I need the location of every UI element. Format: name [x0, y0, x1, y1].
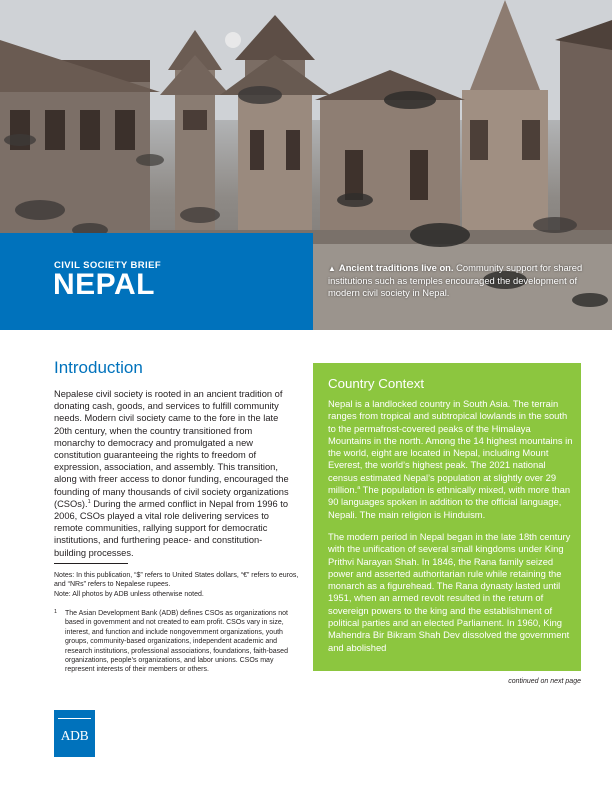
country-title: NEPAL: [53, 268, 155, 301]
country-p1-part2: The population is ethnically mixed, with more than 90 languages spoken in addition to the official language, Nepali. The main religion is Hinduism.: [328, 484, 571, 520]
caption-lead: Ancient traditions live on.: [338, 262, 454, 273]
logo-rule: [58, 718, 91, 719]
triangle-up-icon: ▲: [328, 264, 336, 273]
caption-text: Community support for shared institutions such as temples encouraged the development of modern civil society in Nepal.: [328, 262, 583, 299]
intro-body: [54, 388, 294, 559]
country-context-paragraph-1: [328, 398, 573, 521]
notes: [54, 571, 299, 599]
country-context-paragraph-2: The modern period in Nepal began in the late 18th century with the unification of several small kingdoms under King Prithvi Narayan Shah. In 1846, the Rana family seized power and asserted authoritarian rule while retaining the monarch as a figurehead. The Rana dynasty lasted until 1951, when an armed revolt resulted in the return of sovereign powers to the king and the establishment of political parties and an elected Parliament. In 1960, King Mahendra Bir Bikram Shah Dev dissolved the government and abolished: [328, 530, 571, 653]
notes-divider: [54, 563, 128, 564]
country-context-body: [328, 398, 573, 664]
logo-text: ADB: [60, 728, 89, 743]
endnote-ref[interactable]: a: [357, 484, 361, 491]
footnote-text: The Asian Development Bank (ADB) defines CSOs as organizations not based in government and not created to earn profit. CSOs vary in size, interest, and function and include nongovernment organizations, youth groups, community-based organizations, independent academic and research institutions, professional associations, foundations, faith-based organizations, people’s organizations, and labor unions. CSOs may represent interests of their members or others.: [65, 610, 288, 674]
intro-body-part2: During the armed conflict in Nepal from 1996 to 2006, CSOs played a vital role delivering services to remote communities, rallying support for democratic institutions, and furthering peace- and constitution-building processes.: [54, 498, 289, 558]
continued-note: continued on next page: [508, 678, 581, 685]
adb-logo: [54, 710, 95, 757]
intro-body-part1: Nepalese civil society is rooted in an ancient tradition of donating cash, goods, and services to fulfill community needs. Modern civil society came to the fore in the late 20th century, when the country transitioned from monarchy to democracy and promulgated a new constitution guaranteeing the rights to freedom of expression, association, and assembly. This transition, along with freer access to donor funding, encouraged the founding of many thousands of civil society organizations (CSOs).: [54, 389, 289, 509]
country-p1-part1: Nepal is a landlocked country in South Asia. The terrain ranges from tropical and subtropical lowlands in the south to the permafrost-covered peaks of the Himalaya Mountains in the north. Among the 14 highest mountains in the world, eight are located in Nepal, including Mount Everest, the world’s highest peak. The 2021 national census estimated Nepal’s population at slightly over 29 million.: [328, 398, 573, 496]
footnote-mark: 1: [54, 609, 58, 615]
series-label: CIVIL SOCIETY BRIEF: [54, 260, 162, 271]
intro-heading: Introduction: [54, 358, 143, 377]
photo-caption: [328, 262, 590, 300]
notes-line-2: Note: All photos by ADB unless otherwise noted.: [54, 590, 204, 598]
title-box: [0, 233, 313, 330]
country-context-heading: Country Context: [328, 376, 425, 391]
footnote: [54, 609, 299, 675]
footnote-ref[interactable]: 1: [87, 498, 91, 505]
notes-line-1: Notes: In this publication, “$” refers to United States dollars, “€” refers to euros, and “NRs” refers to Nepalese rupees.: [54, 572, 299, 589]
